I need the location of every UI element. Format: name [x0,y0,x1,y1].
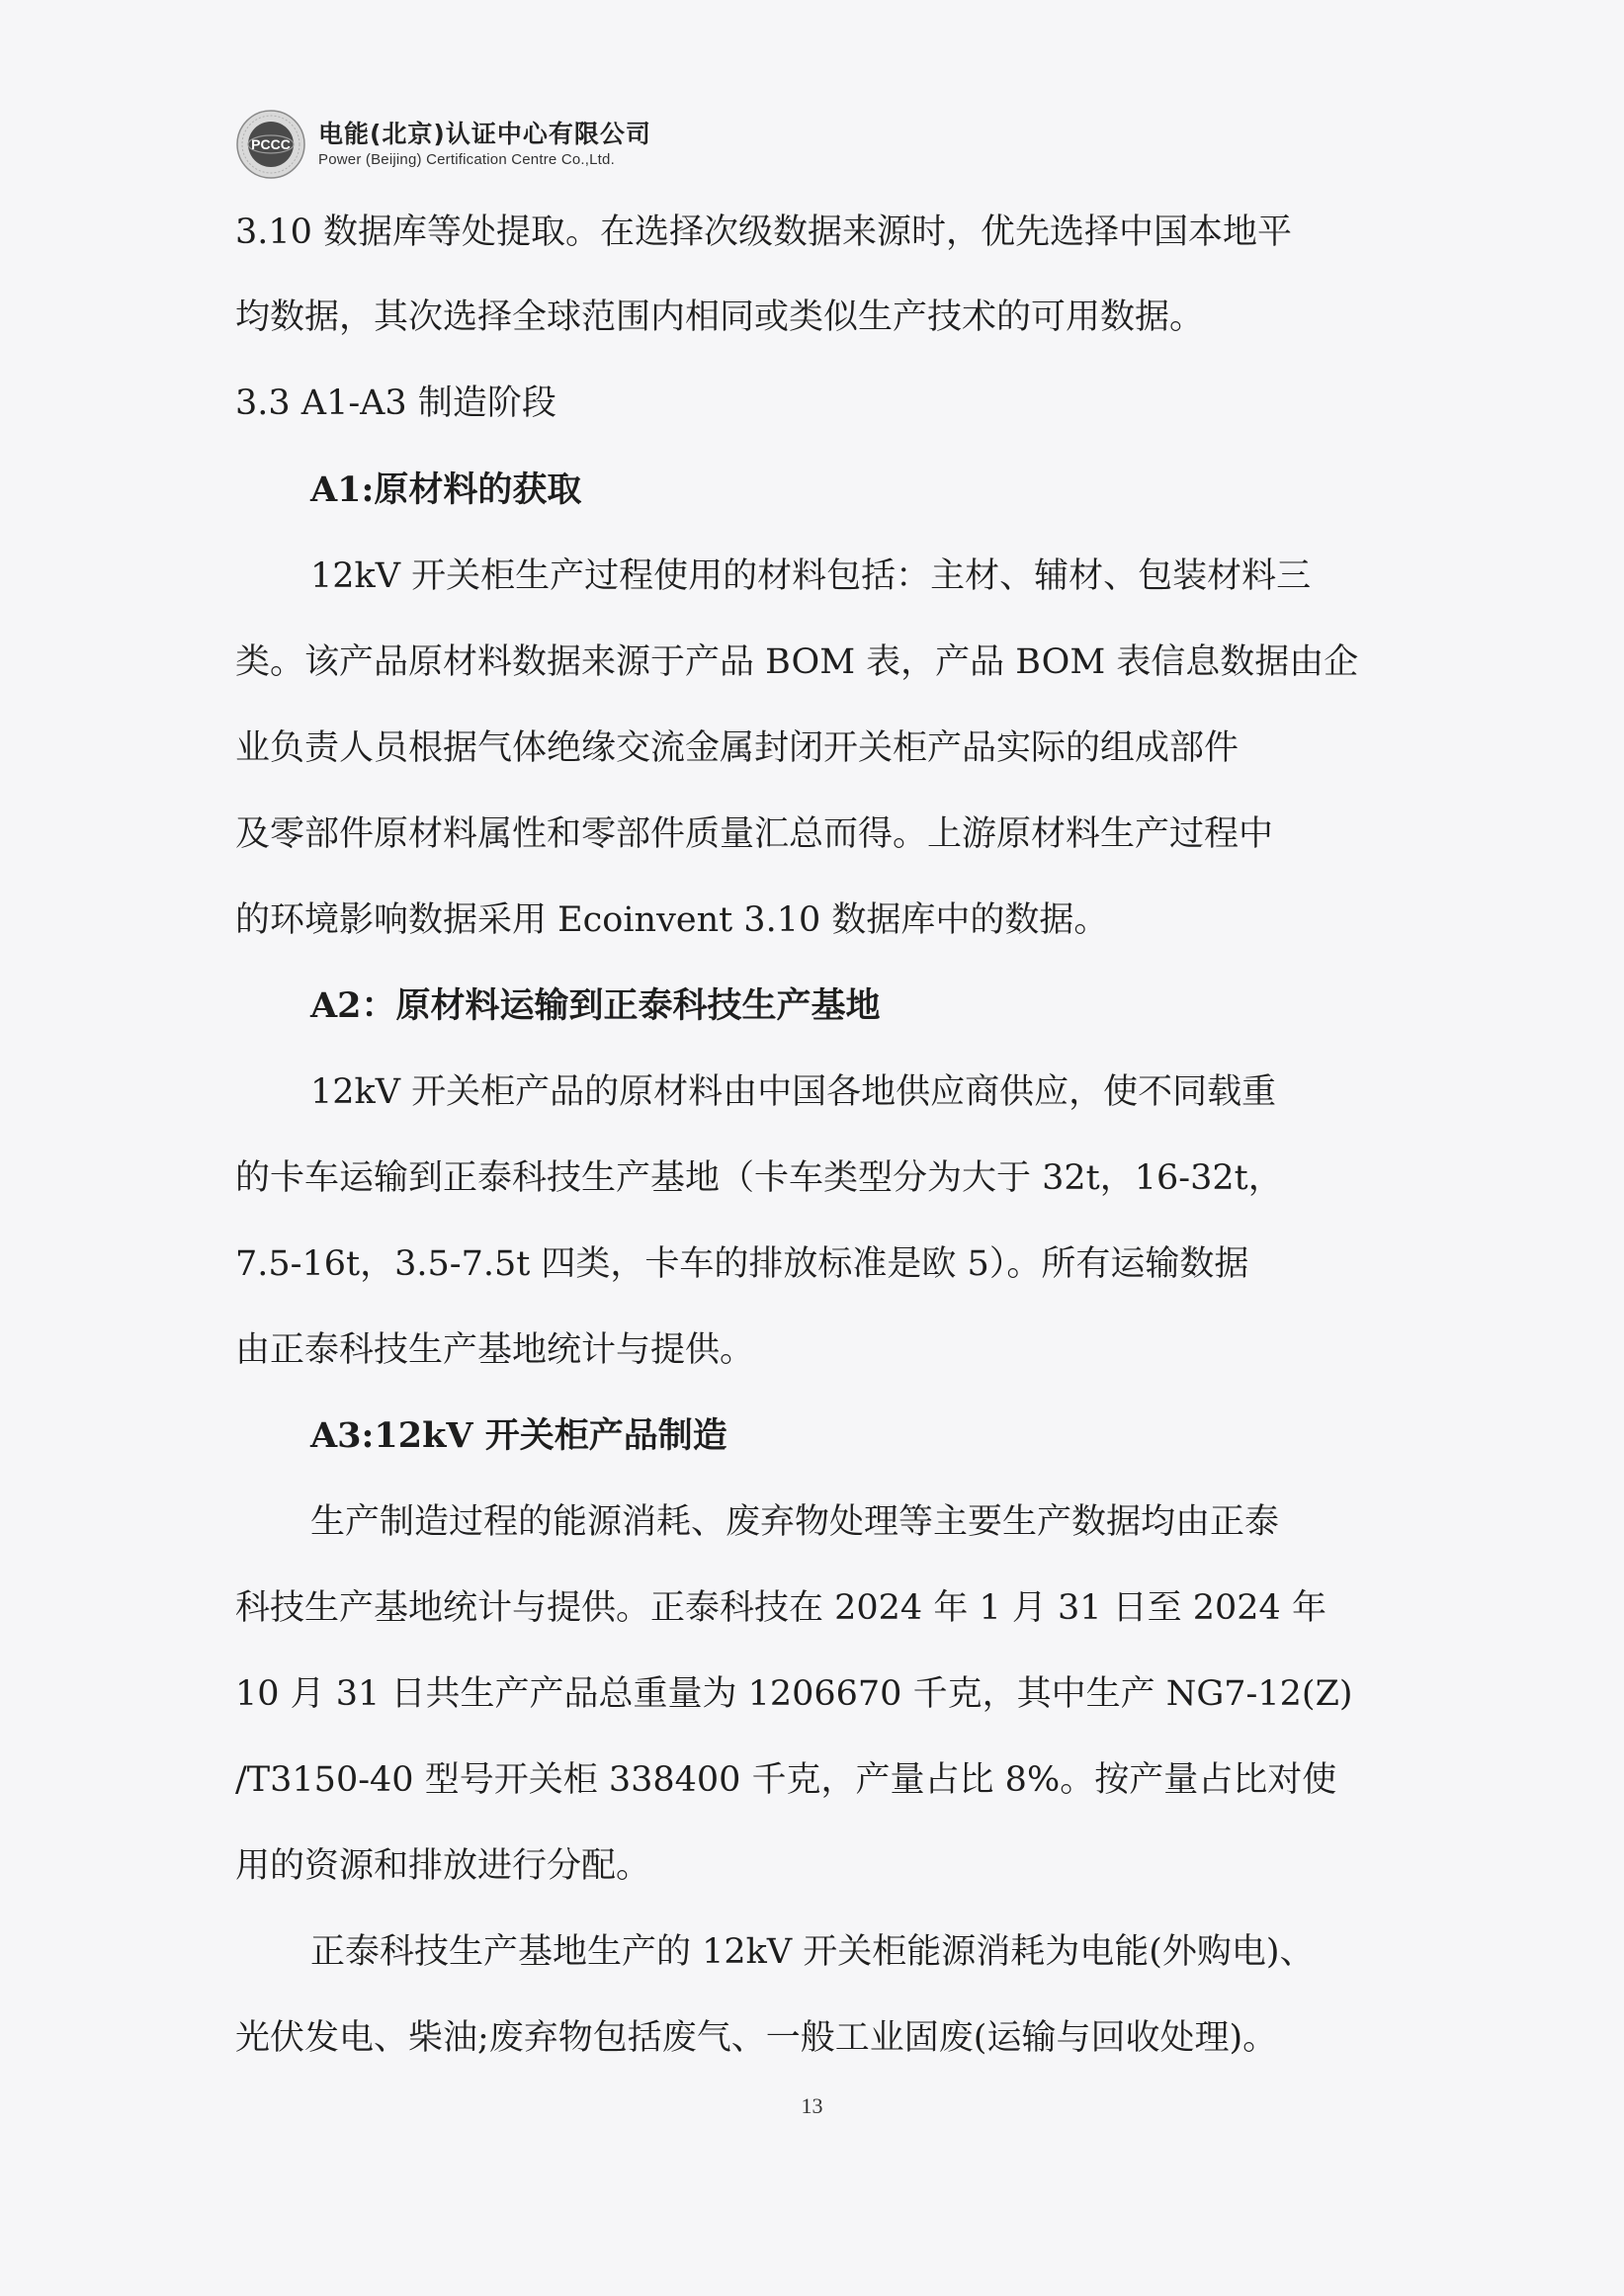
body-line-14: 由正泰科技生产基地统计与提供。 [235,1330,755,1370]
subheading-a2: A2：原材料运输到正泰科技生产基地 [310,985,881,1026]
body-line-02: 均数据，其次选择全球范围内相同或类似生产技术的可用数据。 [235,298,1205,337]
body-line-19: /T3150-40 型号开关柜 338400 千克，产量占比 8%。按产量占比对使 [235,1760,1337,1800]
body-line-06: 类。该产品原材料数据来源于产品 BOM 表，产品 BOM 表信息数据由企 [235,642,1359,682]
body-line-09: 的环境影响数据采用 Ecoinvent 3.10 数据库中的数据。 [235,900,1109,940]
body-line-13: 7.5-16t，3.5-7.5t 四类，卡车的排放标准是欧 5）。所有运输数据 [235,1244,1249,1284]
body-line-17: 科技生产基地统计与提供。正泰科技在 2024 年 1 月 31 日至 2024 年 [235,1588,1326,1628]
section-title-3-3: 3.3 A1-A3 制造阶段 [235,383,556,423]
body-line-12: 的卡车运输到正泰科技生产基地（卡车类型分为大于 32t，16-32t， [235,1158,1283,1198]
company-name-en: Power (Beijing) Certification Centre Co.,Ltd. [318,151,615,168]
pccc-logo [235,109,306,180]
page-number: 13 [801,2093,823,2118]
subheading-a3: A3:12kV 开关柜产品制造 [310,1415,727,1456]
body-line-21: 正泰科技生产基地生产的 12kV 开关柜能源消耗为电能(外购电)、 [310,1932,1315,1972]
body-line-11: 12kV 开关柜产品的原材料由中国各地供应商供应，使不同载重 [310,1072,1277,1112]
body-line-05: 12kV 开关柜生产过程使用的材料包括：主材、辅材、包装材料三 [310,556,1312,596]
logo-text: PCCC [251,136,291,152]
page-header [235,107,651,182]
body-line-22: 光伏发电、柴油;废弃物包括废气、一般工业固废(运输与回收处理)。 [235,2018,1278,2058]
body-line-18: 10 月 31 日共生产产品总重量为 1206670 千克，其中生产 NG7-12(Z) [235,1674,1353,1714]
body-line-08: 及零部件原材料属性和零部件质量汇总而得。上游原材料生产过程中 [235,814,1274,854]
body-line-07: 业负责人员根据气体绝缘交流金属封闭开关柜产品实际的组成部件 [235,728,1239,768]
company-name-cn: 电能(北京)认证中心有限公司 [318,120,651,148]
company-name-block [318,119,651,170]
body-line-20: 用的资源和排放进行分配。 [235,1846,651,1886]
subheading-a1: A1:原材料的获取 [310,469,582,510]
body-line-16: 生产制造过程的能源消耗、废弃物处理等主要生产数据均由正泰 [310,1502,1280,1542]
body-line-01: 3.10 数据库等处提取。在选择次级数据来源时，优先选择中国本地平 [235,213,1293,252]
